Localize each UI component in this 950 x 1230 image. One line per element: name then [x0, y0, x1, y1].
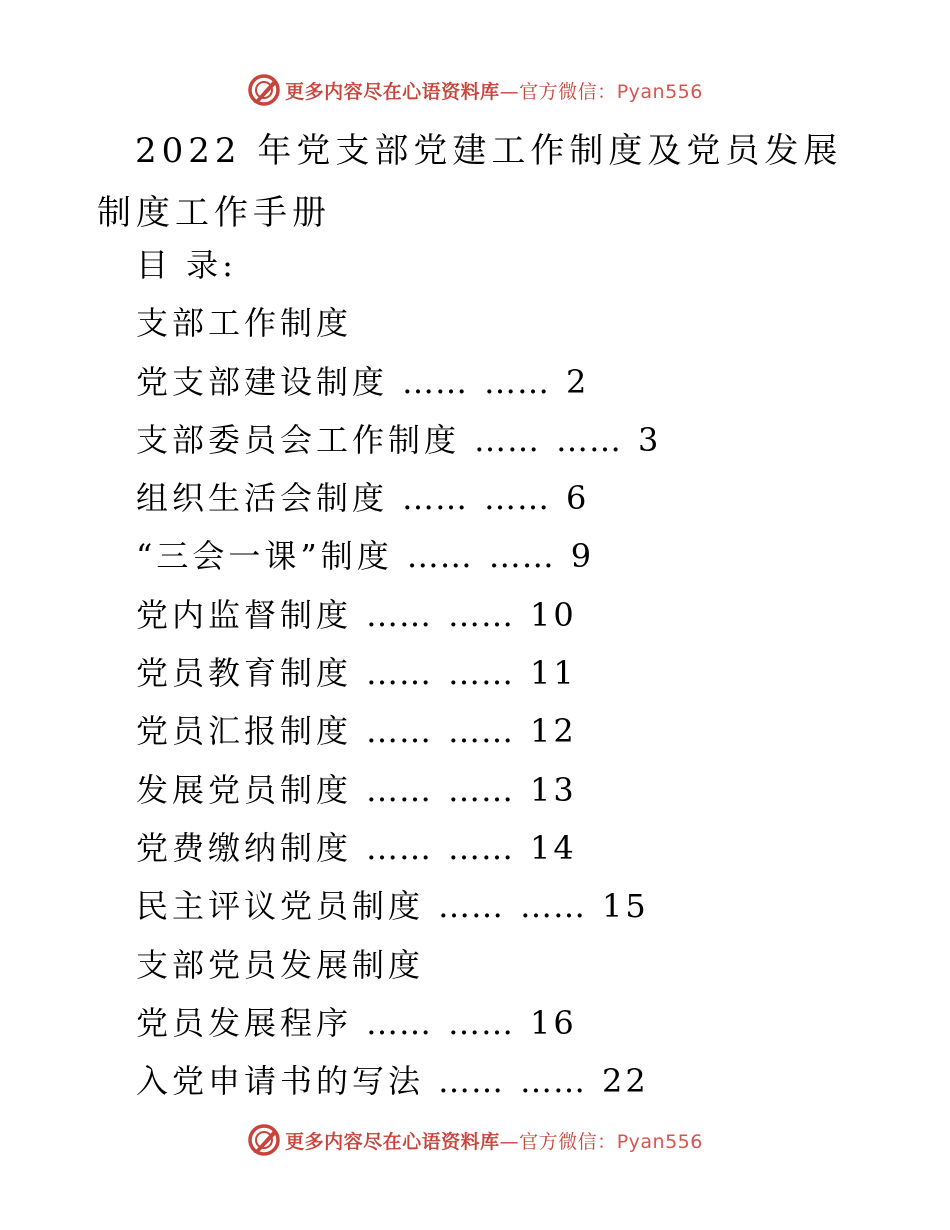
toc-page-number: 16 [530, 1003, 577, 1042]
toc-entry-title: 支部委员会工作制度 [136, 420, 461, 459]
toc-entry-title: 党费缴纳制度 [136, 828, 353, 867]
toc-entry-title: 党员教育制度 [136, 654, 353, 693]
toc-entry [136, 761, 661, 819]
toc-leader-dots: …… [488, 537, 555, 576]
toc-page-number: 13 [530, 770, 577, 809]
toc-entry [136, 353, 661, 411]
toc-page-number: 12 [530, 712, 577, 751]
toc-leader-dots: …… [474, 420, 541, 459]
toc-heading: 目 录: [136, 246, 237, 284]
toc-entry-title: 民主评议党员制度 [136, 887, 425, 926]
banner-wechat-id: Pyan556 [616, 1130, 703, 1153]
banner-wechat-id: Pyan556 [616, 80, 703, 103]
toc-page-number: 14 [530, 828, 577, 867]
document-title: 2022 年党支部党建工作制度及党员发展制度工作手册 [97, 131, 843, 233]
toc-entry [136, 702, 661, 760]
toc-entry-title: 支部党员发展制度 [136, 945, 425, 984]
toc-entry-title: 支部工作制度 [136, 304, 353, 343]
banner-dash: — [499, 1130, 520, 1153]
toc-page-number: 15 [602, 887, 649, 926]
toc-page-number: 9 [570, 537, 595, 576]
toc-page-number: 22 [602, 1062, 649, 1101]
toc-leader-dots: …… [402, 362, 469, 401]
toc-leader-dots: …… [366, 712, 433, 751]
toc-entry-title: “三会一课”制度 [136, 537, 393, 576]
toc-leader-dots: …… [438, 887, 505, 926]
banner-wechat-label: 官方微信： [519, 1130, 617, 1153]
toc-entry-title: 党内监督制度 [136, 595, 353, 634]
toc-leader-dots: …… [448, 1003, 515, 1042]
banner-content [247, 1123, 703, 1157]
toc-entry [136, 527, 661, 585]
toc-entry-title: 党员发展程序 [136, 1003, 353, 1042]
toc-leader-dots: …… [366, 828, 433, 867]
toc-leader-dots: …… [402, 479, 469, 518]
toc-entry [136, 469, 661, 527]
toc-entry-title: 发展党员制度 [136, 770, 353, 809]
toc-page-number: 2 [566, 362, 590, 401]
pen-logo-icon [247, 1123, 281, 1157]
toc-leader-dots: …… [366, 595, 433, 634]
toc-leader-dots: …… [520, 887, 587, 926]
toc-entry [136, 586, 661, 644]
toc-leader-dots: …… [366, 770, 433, 809]
toc-page-number: 10 [530, 595, 577, 634]
toc-leader-dots: …… [448, 828, 515, 867]
toc-leader-dots: …… [448, 712, 515, 751]
pen-logo-icon [247, 73, 281, 107]
toc-leader-dots: …… [366, 654, 433, 693]
table-of-contents [136, 236, 661, 1110]
banner-text [285, 77, 703, 104]
toc-leader-dots: …… [448, 654, 515, 693]
toc-leader-dots: …… [556, 420, 623, 459]
toc-page-number: 6 [566, 479, 590, 518]
header-banner [0, 70, 950, 110]
toc-leader-dots: …… [520, 1062, 587, 1101]
toc-entry [136, 411, 661, 469]
toc-entry [136, 936, 661, 994]
banner-text [285, 1127, 703, 1154]
banner-site-name: 更多内容尽在心语资料库 [285, 1130, 500, 1153]
toc-entry [136, 877, 661, 935]
banner-dash: — [499, 80, 520, 103]
toc-entry [136, 644, 661, 702]
toc-leader-dots: …… [438, 1062, 505, 1101]
toc-leader-dots: …… [406, 537, 473, 576]
toc-entry-title: 入党申请书的写法 [136, 1062, 425, 1101]
toc-entry-title: 党员汇报制度 [136, 712, 353, 751]
toc-page-number: 11 [530, 654, 577, 693]
toc-entry [136, 994, 661, 1052]
toc-leader-dots: …… [448, 595, 515, 634]
toc-leader-dots: …… [484, 362, 551, 401]
footer-banner [0, 1120, 950, 1160]
toc-entry [136, 294, 661, 352]
toc-entry-title: 党支部建设制度 [136, 362, 389, 401]
banner-content [247, 73, 703, 107]
toc-leader-dots: …… [366, 1003, 433, 1042]
toc-entry [136, 1052, 661, 1110]
toc-leader-dots: …… [448, 770, 515, 809]
banner-site-name: 更多内容尽在心语资料库 [285, 80, 500, 103]
toc-entry [136, 819, 661, 877]
toc-entry-title: 组织生活会制度 [136, 479, 389, 518]
toc-page-number: 3 [638, 420, 662, 459]
banner-wechat-label: 官方微信： [519, 80, 617, 103]
toc-leader-dots: …… [484, 479, 551, 518]
